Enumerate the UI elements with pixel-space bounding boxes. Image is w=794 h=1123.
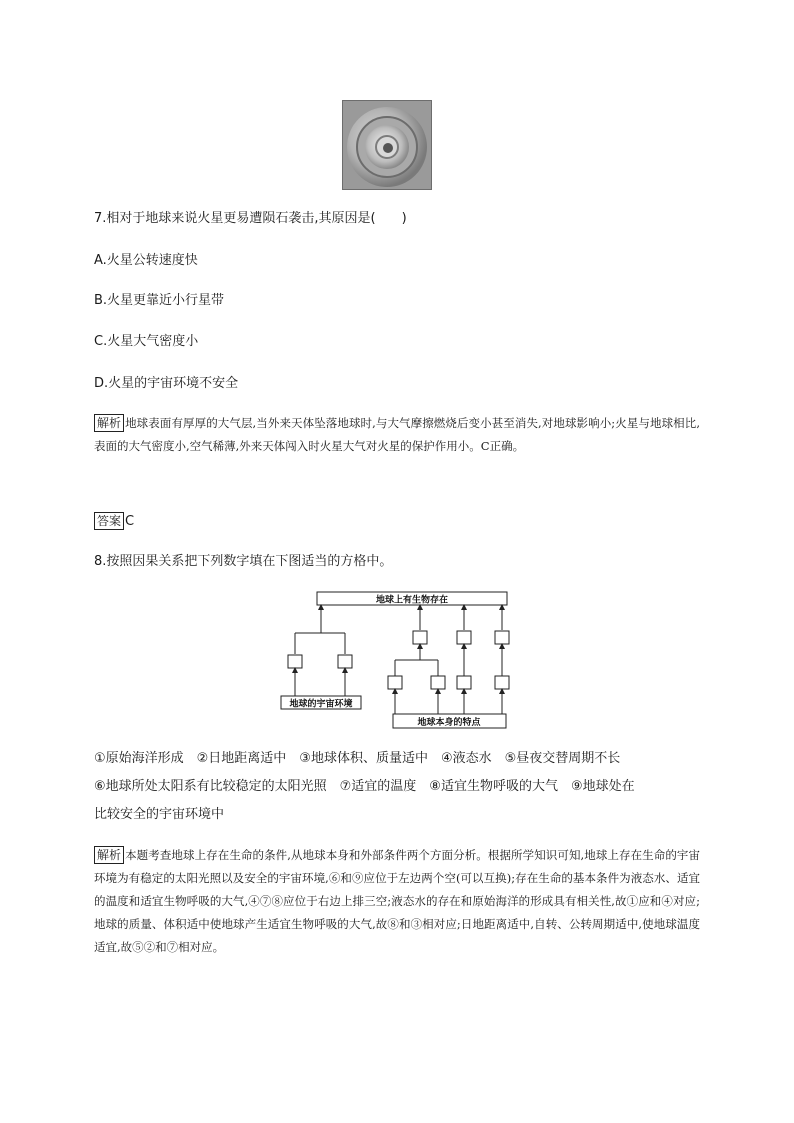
q7-analysis (94, 412, 700, 458)
q7-answer-value: C (125, 514, 135, 529)
diagram-left-label: 地球的宇宙环境 (289, 699, 353, 710)
diagram-right-label: 地球本身的特点 (417, 718, 481, 728)
q8-options (94, 745, 700, 829)
q7-option-d: D.火星的宇宙环境不安全 (94, 376, 239, 391)
q8-options-line: ①原始海洋形成 ②日地距离适中 ③地球体积、质量适中 ④液态水 ⑤昼夜交替周期不长 (94, 751, 621, 766)
blank-box (457, 631, 471, 644)
analysis-tag: 解析 (94, 414, 124, 432)
q7-answer (94, 510, 134, 530)
blank-box (413, 631, 427, 644)
blank-box (495, 676, 509, 689)
q8-options-line: ⑥地球所处太阳系有比较稳定的太阳光照 ⑦适宜的温度 ⑧适宜生物呼吸的大气 ⑨地球处在 (94, 779, 635, 794)
q8-stem: 8.按照因果关系把下列数字填在下图适当的方格中。 (94, 554, 393, 569)
q7-option-b: B.火星更靠近小行星带 (94, 293, 225, 308)
q8-analysis-text: 本题考查地球上存在生命的条件,从地球本身和外部条件两个方面分析。根据所学知识可知,地球上存在生命的宇宙环境为有稳定的太阳光照以及安全的宇宙环境,⑥和⑨应位于左边两个空(可以互换);存在生命的基本条件为液态水、适宜的温度和适宜生物呼吸的大气,④⑦⑧应位于右边上排三空;液态水的存在和原始海洋的形成具有相关性,故①应和④对应;地球的质量、体积适中使地球产生适宜生物呼吸的大气,故⑧和③相对应;日地距离适中,自转、公转周期适中,使地球温度适宜,故⑤②和⑦相对应。 (94, 848, 700, 954)
q7-analysis-text: 地球表面有厚厚的大气层,当外来天体坠落地球时,与大气摩擦燃烧后变小甚至消失,对地球影响小;火星与地球相比,表面的大气密度小,空气稀薄,外来天体闯入时火星大气对火星的保护作用小。C正确。 (94, 416, 700, 453)
q7-stem: 7.相对于地球来说火星更易遭陨石袭击,其原因是( ) (94, 211, 407, 226)
blank-box (431, 676, 445, 689)
q7-option-a: A.火星公转速度快 (94, 253, 198, 268)
answer-tag: 答案 (94, 512, 124, 530)
blank-box (388, 676, 402, 689)
q7-option-c: C.火星大气密度小 (94, 334, 199, 349)
blank-box (288, 655, 302, 668)
q8-options-line: 比较安全的宇宙环境中 (94, 807, 225, 822)
blank-box (338, 655, 352, 668)
q8-analysis (94, 844, 700, 959)
blank-box (495, 631, 509, 644)
diagram-top-label: 地球上有生物存在 (375, 595, 449, 606)
crater-photo (342, 100, 432, 190)
cause-effect-diagram (280, 588, 520, 734)
blank-box (457, 676, 471, 689)
analysis-tag: 解析 (94, 846, 124, 864)
